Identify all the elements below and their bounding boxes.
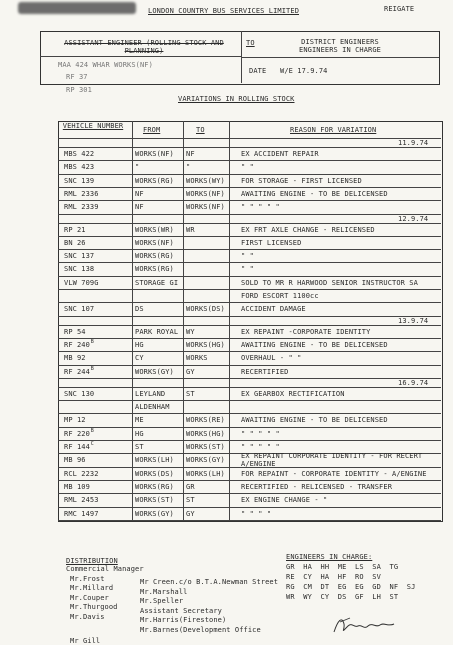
table-cell: GY	[186, 509, 195, 518]
distribution-name: Mr.Harris(Firestone)	[140, 616, 227, 625]
table-cell: MB 96	[64, 456, 86, 465]
superscript: C	[90, 441, 94, 447]
table-cell: " " " " "	[241, 429, 280, 438]
table-cell: ST	[135, 443, 144, 451]
table-cell: EX GEARBOX RECTIFICATION	[241, 389, 345, 398]
table-cell: STORAGE GI	[135, 278, 179, 287]
table-cell: NF	[135, 203, 144, 212]
table-cell: WORKS(DS)	[186, 305, 225, 314]
table-cell: GY	[186, 367, 195, 376]
table-cell: WR	[186, 225, 195, 234]
row-rule	[58, 249, 441, 250]
table-cell: WORKS(HG)	[186, 340, 225, 349]
table-cell: WORKS(ST)	[135, 496, 174, 505]
table-cell: WORKS(WR)	[135, 225, 174, 234]
table-column-rule	[183, 121, 184, 520]
row-rule	[58, 200, 441, 201]
row-rule	[58, 520, 441, 521]
date-marker: 13.9.74	[398, 316, 429, 325]
memo-ref-2: RF 37	[66, 73, 88, 81]
distribution-name: Mr Creen.c/o B.T.A.Newman Street	[140, 578, 279, 586]
column-header: VEHICLE NUMBER	[62, 122, 124, 130]
table-cell: WORKS(RG)	[135, 482, 174, 491]
table-cell: BN 26	[64, 238, 86, 247]
table-cell: WORKS(GY)	[135, 367, 174, 376]
table-cell: EX REPAINT -CORPORATE IDENTITY	[241, 327, 371, 336]
table-cell: " " " "	[241, 509, 272, 518]
distribution-name: Commercial Manager	[66, 565, 144, 573]
table-cell: SOLD TO MR R HARWOOD SENIOR INSTRUCTOR SA	[241, 278, 418, 287]
eic-title: ENGINEERS IN CHARGE:	[286, 553, 373, 561]
redaction-mark	[18, 2, 136, 14]
row-rule	[58, 160, 441, 161]
table-cell: MB 92	[64, 354, 86, 363]
memo-date-value: W/E 17.9.74	[280, 67, 328, 75]
table-cell: VLW 709G	[64, 278, 99, 287]
table-cell: ST	[186, 389, 195, 398]
row-rule	[58, 316, 441, 317]
row-rule	[58, 236, 441, 237]
table-cell: EX REPAINT CORPORATE IDENTITY - FOR RECERT A/ENGINE	[241, 452, 423, 469]
table-cell: EX ACCIDENT REPAIR	[241, 150, 319, 158]
table-cell: SNC 138	[64, 265, 95, 274]
row-rule	[58, 187, 441, 188]
superscript: B	[90, 365, 94, 372]
table-cell: RF 244	[64, 367, 90, 376]
table-column-rule	[132, 121, 133, 520]
table-cell: AWAITING ENGINE - TO BE DELICENSED	[241, 189, 388, 198]
table-cell: CY	[135, 354, 144, 363]
memo-date-label: DATE	[249, 67, 267, 75]
table-cell: WORKS(GY)	[135, 509, 174, 518]
table-cell: RML 2453	[64, 496, 99, 505]
table-cell: WORKS(GY)	[186, 456, 225, 465]
row-rule	[58, 351, 441, 352]
table-cell: ME	[135, 416, 144, 425]
distribution-title: DISTRIBUTION	[66, 557, 118, 565]
table-cell: FOR REPAINT - CORPORATE IDENTITY - A/ENGINE	[241, 469, 427, 478]
table-cell: FIRST LICENSED	[241, 238, 302, 247]
table-cell: WORKS(RG)	[135, 265, 174, 274]
table-cell: WORKS(NF)	[186, 203, 225, 212]
memo-to-label: TO	[246, 39, 255, 47]
table-cell: SNC 130	[64, 389, 95, 398]
table-header-rule	[58, 138, 441, 139]
table-cell: SNC 107	[64, 305, 95, 314]
table-cell: SNC 137	[64, 252, 95, 261]
table-cell: RECERTIFIED - RELICENSED - TRANSFER	[241, 482, 393, 491]
eic-code-row: GR HA HH ME LS SA TG	[286, 563, 399, 571]
table-cell: AWAITING ENGINE - TO BE DELICENSED	[241, 340, 388, 349]
row-rule	[58, 365, 441, 366]
row-rule	[58, 262, 441, 263]
table-cell: WORKS(RE)	[186, 416, 225, 425]
table-cell: WORKS(LH)	[186, 469, 225, 478]
distribution-name: Mr.Marshall	[140, 587, 188, 596]
distribution-name: Mr Gill	[70, 636, 101, 645]
table-cell: MB 109	[64, 482, 90, 491]
table-cell: NF	[135, 189, 144, 198]
table-cell: " " " " "	[241, 203, 280, 212]
table-cell: ALDENHAM	[135, 403, 170, 412]
table-cell: ST	[186, 496, 195, 505]
memo-to-value: DISTRICT ENGINEERS ENGINEERS IN CHARGE	[299, 38, 381, 54]
location: REIGATE	[384, 5, 415, 13]
table-cell: HG	[135, 429, 144, 438]
memo-ref-1: MAA 424 WHAR WORKS(NF)	[58, 61, 153, 69]
table-cell: PARK ROYAL	[135, 327, 179, 336]
table-cell: SNC 139	[64, 176, 95, 185]
distribution-name: Mr.Barnes(Development Office	[140, 626, 261, 634]
table-cell: NF	[186, 150, 195, 158]
row-rule	[58, 276, 441, 277]
row-rule	[58, 480, 441, 481]
distribution-name: Mr.Couper	[70, 593, 109, 602]
row-rule	[58, 400, 441, 401]
table-cell: WORKS(LH)	[135, 456, 174, 465]
table-cell: RML 2339	[64, 203, 99, 212]
row-rule	[58, 493, 441, 494]
distribution-name: Mr.Davis	[70, 612, 105, 621]
eic-code-row: WR WY CY DS GF LH ST	[286, 593, 399, 601]
distribution-name: Mr.Speller	[140, 597, 184, 606]
table-cell: DS	[135, 305, 144, 314]
row-rule	[58, 507, 441, 508]
table-cell: " "	[241, 252, 254, 261]
table-cell: " "	[241, 163, 254, 172]
table-cell: RF 144	[64, 443, 90, 451]
row-rule	[58, 378, 441, 379]
table-cell: RML 2336	[64, 189, 99, 198]
distribution-name: Mr.Thurgood	[70, 603, 118, 611]
memo-ref-3: RP 301	[66, 86, 92, 94]
distribution-name: Mr.Millard	[70, 584, 114, 592]
company-name: LONDON COUNTRY BUS SERVICES LIMITED	[148, 7, 300, 15]
table-cell: FOR STORAGE - FIRST LICENSED	[241, 176, 362, 185]
table-cell: EX ENGINE CHANGE - "	[241, 496, 328, 505]
table-cell: MBS 423	[64, 163, 95, 172]
table-column-rule	[229, 121, 230, 520]
table-cell: RECERTIFIED	[241, 367, 289, 376]
row-rule	[58, 440, 441, 441]
date-marker: 16.9.74	[398, 378, 429, 387]
table-cell: EX FRT AXLE CHANGE - RELICENSED	[241, 225, 375, 234]
table-cell: WORKS(NF)	[135, 150, 174, 158]
memo-from: ASSISTANT ENGINEER (ROLLING STOCK AND PLANNING)	[64, 39, 224, 55]
table-cell: RP 54	[64, 327, 86, 336]
table-cell: RCL 2232	[64, 469, 99, 478]
table-cell: WORKS(ST)	[186, 443, 225, 451]
table-cell: RF 220	[64, 429, 90, 438]
table-cell: WORKS(DS)	[135, 469, 174, 478]
row-rule	[58, 223, 441, 224]
table-cell: " " " " "	[241, 443, 280, 451]
table-cell: OVERHAUL - " "	[241, 354, 302, 363]
distribution-name: Mr.Frost	[70, 574, 105, 583]
table-cell: WORKS(NF)	[135, 238, 174, 247]
table-cell: LEYLAND	[135, 389, 166, 398]
column-header: FROM	[143, 126, 161, 134]
row-rule	[58, 302, 441, 303]
row-rule	[58, 427, 441, 428]
table-cell: WORKS(NF)	[186, 189, 225, 198]
table-cell: WORKS(RG)	[135, 176, 174, 185]
eic-code-row: RE CY HA HF RO SV	[286, 573, 381, 581]
row-rule	[58, 387, 441, 388]
table-cell: WORKS(RG)	[135, 252, 174, 261]
eic-code-row: RG CM DT EG EG GD NF SJ	[286, 583, 416, 591]
column-header: TO	[196, 126, 205, 134]
table-cell: RP 21	[64, 225, 86, 234]
table-cell: WORKS(HG)	[186, 429, 225, 438]
document-title: VARIATIONS IN ROLLING STOCK	[178, 95, 295, 103]
distribution-name: Assistant Secretary	[140, 606, 222, 615]
table-cell: ACCIDENT DAMAGE	[241, 305, 306, 314]
table-cell: GR	[186, 482, 195, 491]
table-cell: HG	[135, 340, 144, 349]
table-cell: WORKS	[186, 354, 208, 363]
row-rule	[58, 338, 441, 339]
table-cell: "	[186, 163, 191, 172]
table-cell: AWAITING ENGINE - TO BE DELICENSED	[241, 416, 388, 425]
row-rule	[58, 214, 441, 215]
table-cell: MBS 422	[64, 150, 95, 158]
date-marker: 11.9.74	[398, 139, 429, 147]
table-cell: "	[135, 163, 140, 172]
signature	[330, 614, 400, 636]
table-cell: FORD ESCORT 1100cc	[241, 292, 319, 300]
table-cell: WORKS(WY)	[186, 176, 225, 185]
row-rule	[58, 325, 441, 326]
column-header: REASON FOR VARIATION	[290, 126, 377, 134]
table-cell: " "	[241, 265, 254, 274]
superscript: B	[90, 338, 94, 345]
date-marker: 12.9.74	[398, 214, 429, 223]
table-cell: RF 240	[64, 340, 90, 349]
row-rule	[58, 289, 441, 290]
row-rule	[58, 413, 441, 414]
superscript: B	[90, 427, 94, 434]
table-cell: RMC 1497	[64, 509, 99, 518]
row-rule	[58, 147, 441, 148]
row-rule	[58, 174, 441, 175]
table-cell: WY	[186, 327, 195, 336]
table-cell: MP 12	[64, 416, 86, 425]
